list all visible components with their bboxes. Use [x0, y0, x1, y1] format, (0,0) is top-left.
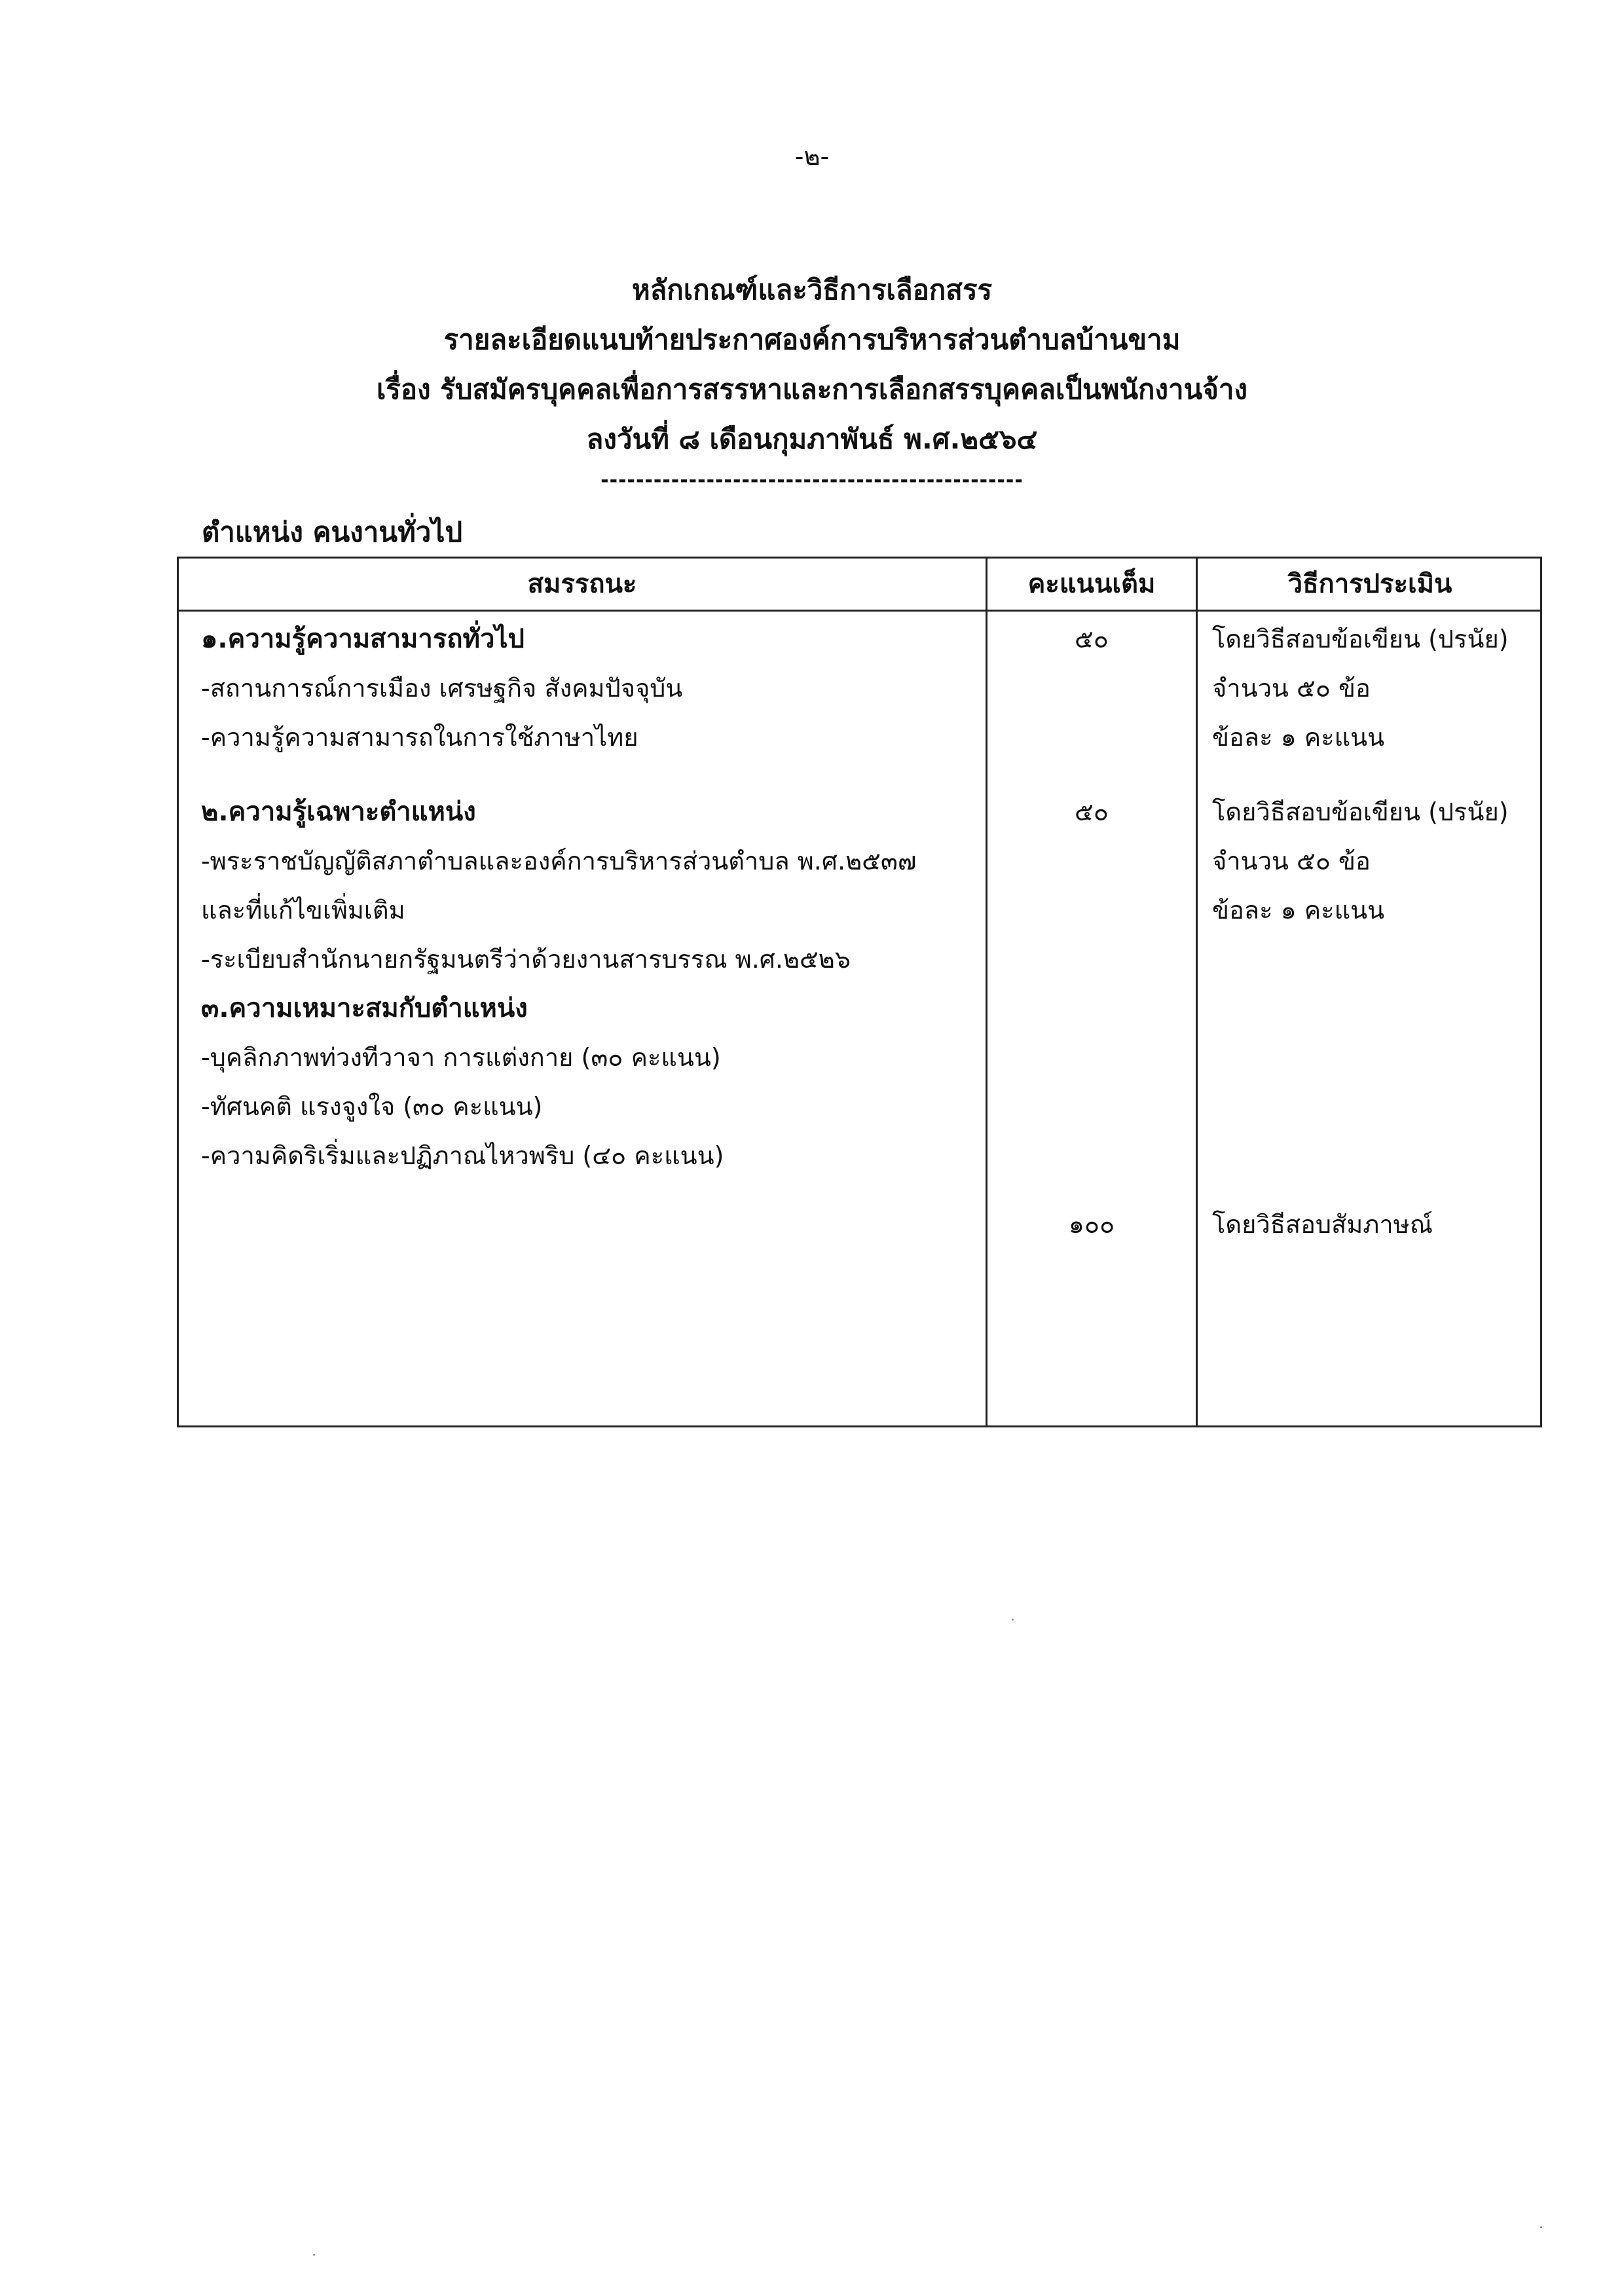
section-title: ๑.ความรู้ความสามารถทั่วไป — [201, 624, 525, 654]
document-header — [0, 265, 1624, 497]
criteria-table — [177, 557, 1542, 1427]
method-line: จำนวน ๕๐ ข้อ — [1212, 847, 1371, 875]
page-number: -๒- — [794, 142, 830, 171]
scan-speck — [313, 2254, 315, 2256]
section-item: -ระเบียบสำนักนายกรัฐมนตรีว่าด้วยงานสารบรรณ พ.ศ.๒๕๒๖ — [201, 945, 851, 974]
section-title: ๓.ความเหมาะสมกับตำแหน่ง — [201, 993, 528, 1023]
section-item: -ทัศนคติ แรงจูงใจ (๓๐ คะแนน) — [201, 1092, 543, 1121]
header-rule: ------------------------------------------------ — [600, 469, 1024, 492]
section-item: -บุคลิกภาพท่วงทีวาจา การแต่งกาย (๓๐ คะแนน) — [201, 1043, 721, 1072]
method-line: ข้อละ ๑ คะแนน — [1212, 723, 1385, 752]
section-score: ๕๐ — [1075, 798, 1109, 826]
column-header-competency: สมรรถนะ — [527, 569, 637, 599]
method-line: โดยวิธีสอบข้อเขียน (ปรนัย) — [1212, 798, 1509, 826]
scan-speck — [1012, 1619, 1014, 1621]
method-line: ข้อละ ๑ คะแนน — [1212, 896, 1385, 925]
section-item: และที่แก้ไขเพิ่มเติม — [201, 896, 405, 925]
section-item: -ความรู้ความสามารถในการใช้ภาษาไทย — [201, 723, 638, 752]
section-item: -สถานการณ์การเมือง เศรษฐกิจ สังคมปัจจุบัน — [201, 674, 683, 703]
header-subject: เรื่อง รับสมัครบุคคลเพื่อการสรรหาและการเลือกสรรบุคคลเป็นพนักงานจ้าง — [377, 373, 1247, 405]
section-score: ๑๐๐ — [1068, 1210, 1115, 1239]
header-title: หลักเกณฑ์และวิธีการเลือกสรร — [631, 274, 993, 306]
scan-speck — [1540, 2226, 1542, 2228]
column-header-full-score: คะแนนเต็ม — [1027, 569, 1156, 599]
column-header-method: วิธีการประเมิน — [1287, 569, 1452, 599]
header-row-rule — [179, 610, 1540, 612]
method-line: โดยวิธีสอบสัมภาษณ์ — [1212, 1210, 1433, 1239]
column-divider — [986, 559, 987, 1425]
section-title: ๒.ความรู้เฉพาะตำแหน่ง — [201, 797, 476, 827]
header-subtitle: รายละเอียดแนบท้ายประกาศองค์การบริหารส่วนตำบลบ้านขาม — [443, 323, 1181, 356]
method-line: จำนวน ๕๐ ข้อ — [1212, 674, 1371, 703]
position-label: ตำแหน่ง คนงานทั่วไป — [202, 516, 463, 548]
section-item: -พระราชบัญญัติสภาตำบลและองค์การบริหารส่วนตำบล พ.ศ.๒๕๓๗ — [201, 847, 917, 875]
method-line: โดยวิธีสอบข้อเขียน (ปรนัย) — [1212, 625, 1509, 653]
section-score: ๕๐ — [1075, 625, 1109, 653]
header-date: ลงวันที่ ๘ เดือนกุมภาพันธ์ พ.ศ.๒๕๖๔ — [586, 423, 1038, 455]
column-divider — [1196, 559, 1198, 1425]
section-item: -ความคิดริเริ่มและปฏิภาณไหวพริบ (๔๐ คะแนน) — [201, 1141, 724, 1170]
